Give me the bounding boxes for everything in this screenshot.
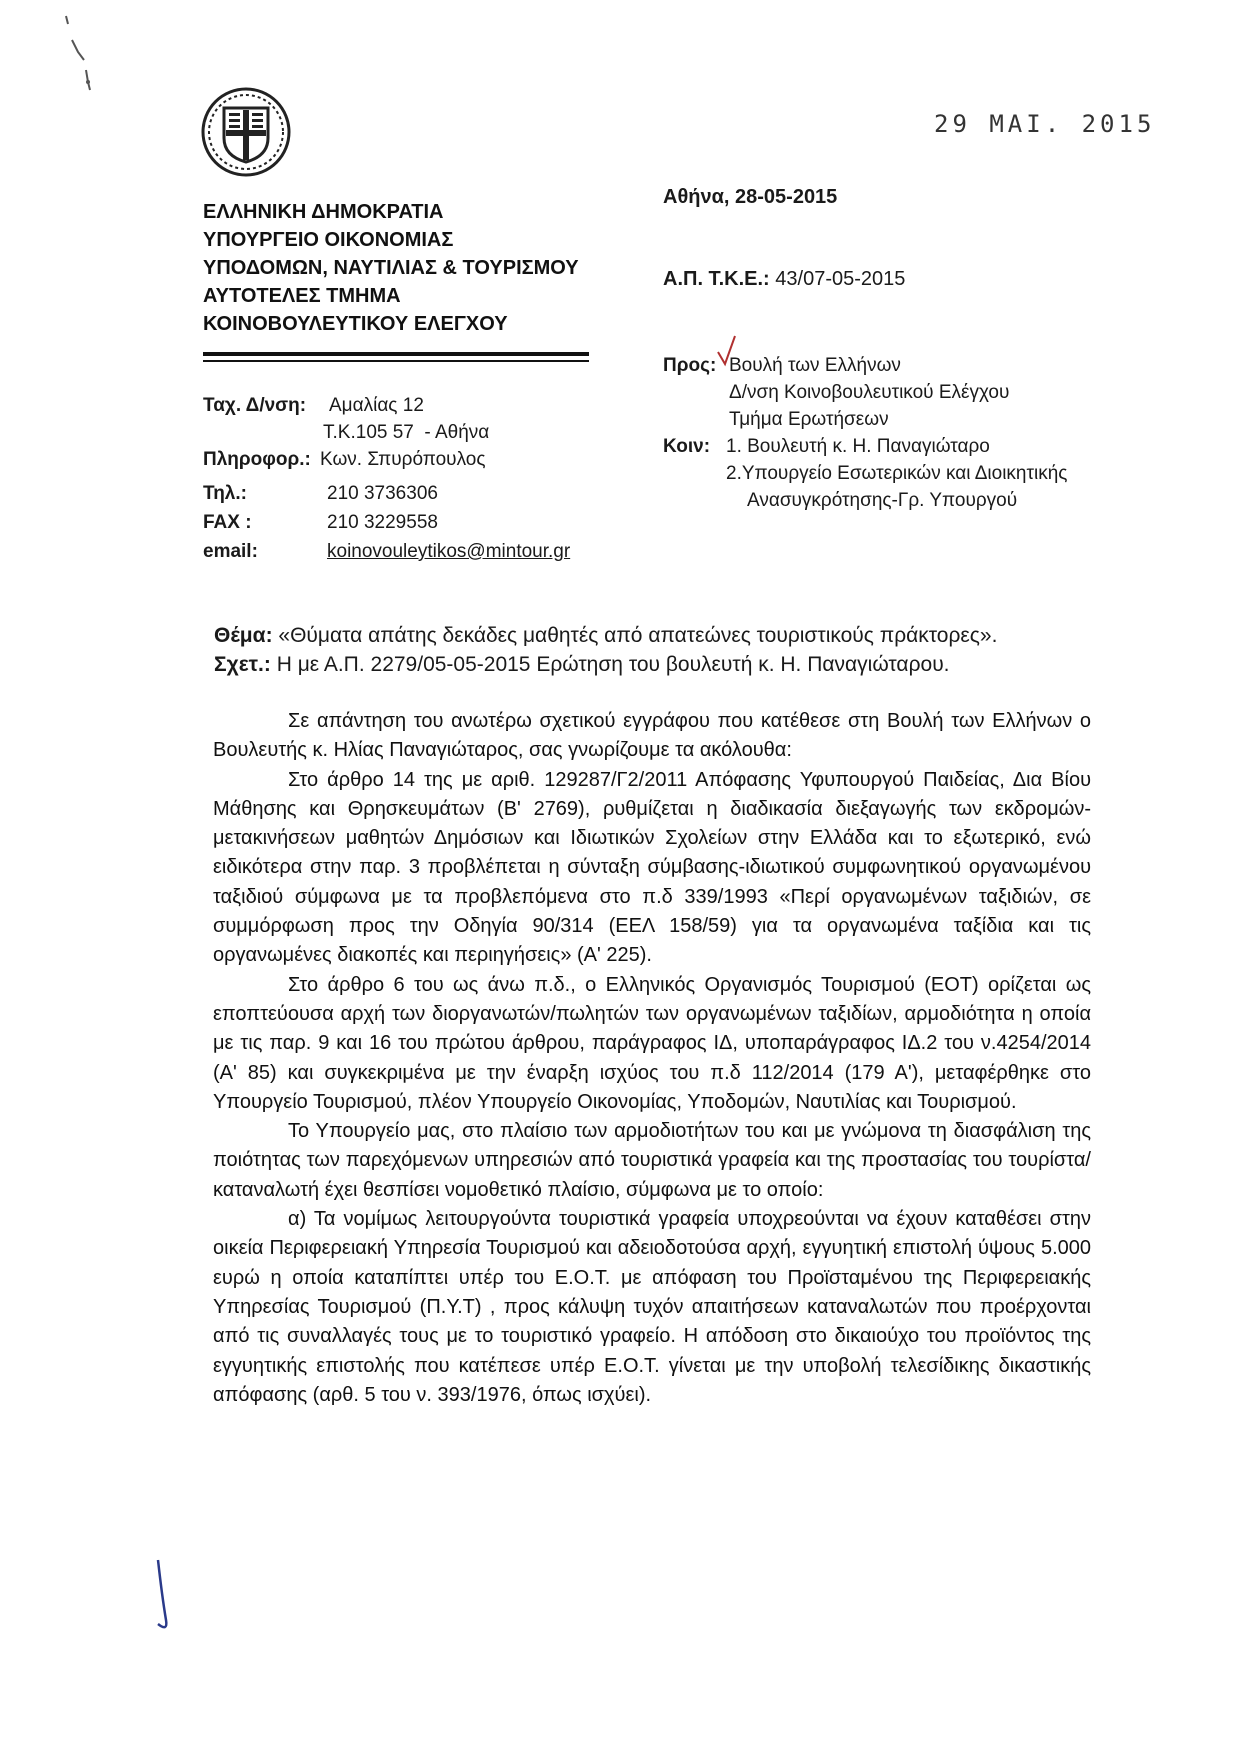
info-label: Πληροφορ.: bbox=[203, 449, 311, 470]
body-paragraph-4: Το Υπουργείο μας, στο πλαίσιο των αρμοδιοτήτων του και με γνώμονα τη διασφάλιση της ποιότητας των παρεχόμενων υπηρεσιών από τουριστικά γραφεία και της προστασίας του τουρίστα/καταναλωτή έχει θεσπίσει νομοθετικό πλαίσιο, σύμφωνα με το οποίο: bbox=[213, 1120, 1091, 1201]
received-date-stamp: 29 ΜΑΙ. 2015 bbox=[934, 110, 1156, 138]
issuer-line-3: ΥΠΟΔΟΜΩΝ, ΝΑΥΤΙΛΙΑΣ & ΤΟΥΡΙΣΜΟΥ bbox=[203, 257, 579, 279]
protocol-label: Α.Π. Τ.Κ.Ε.: bbox=[663, 268, 770, 290]
handwritten-margin-mark bbox=[148, 1556, 188, 1636]
scan-mark bbox=[58, 12, 108, 92]
email-link[interactable]: koinovouleytikos@mintour.gr bbox=[327, 541, 571, 562]
header-rule-thin bbox=[203, 360, 589, 362]
phone-value: 210 3736306 bbox=[327, 483, 438, 504]
address-label: Ταχ. Δ/νση: bbox=[203, 395, 307, 416]
info-value: Κων. Σπυρόπουλος bbox=[320, 449, 486, 470]
issuer-line-4: ΑΥΤΟΤΕΛΕΣ ΤΜΗΜΑ bbox=[203, 285, 401, 307]
letter-body bbox=[213, 707, 1091, 1410]
reference-label: Σχετ.: bbox=[214, 653, 271, 676]
cc-line-1: 1. Βουλευτή κ. Η. Παναγιώταρο bbox=[726, 436, 990, 457]
to-line-1: Βουλή των Ελλήνων bbox=[729, 355, 901, 376]
body-paragraph-3: Στο άρθρο 6 του ως άνω π.δ., ο Ελληνικός Οργανισμός Τουρισμού (ΕΟΤ) ορίζεται ως εποπτεύουσα αρχή των διοργανωτών/πωλητών των οργανωμένων ταξιδίων, αρμοδιότητα η οποία με τις παρ. 9 και 16 του πρώτου άρθρου, παράγραφος ΙΔ, υποπαράγραφος ΙΔ.2 του ν.4254/2014 (Α' 85) και συγκεκριμένα με την έναρξη ισχύος του π.δ 112/2014 (179 Α'), μεταφέρθηκε στο Υπουργείο Τουρισμού, πλέον Υπουργείο Οικονομίας, Υποδομών, Ναυτιλίας και Τουρισμού. bbox=[213, 973, 1091, 1113]
cc-label: Κοιν: bbox=[663, 436, 711, 457]
fax-value: 210 3229558 bbox=[327, 512, 438, 533]
body-paragraph-5: α) Τα νομίμως λειτουργούντα τουριστικά γραφεία υποχρεούνται να έχουν καταθέσει στην οικεία Περιφερειακή Υπηρεσία Τουρισμού και αδειοδοτούσα αρχή, εγγυητική επιστολή ύψους 5.000 ευρώ η οποία καταπίπτει υπέρ του Ε.Ο.Τ. με απόφαση του Προϊσταμένου της Περιφερειακής Υπηρεσίας Τουρισμού (Π.Υ.Τ) , προς κάλυψη τυχόν απαιτήσεων καταναλωτών που προέρχονται από τις συναλλαγές τους με το τουριστικό γραφείο. Η απόδοση στο δικαιούχο του προϊόντος της εγγυητικής επιστολής που κατέπεσε υπέρ Ε.Ο.Τ. γίνεται με την υποβολή τελεσίδικης δικαστικής απόφασης (αρθ. 5 του ν. 393/1976, όπως ισχύει). bbox=[213, 1208, 1091, 1406]
to-label: Προς: bbox=[663, 355, 717, 376]
subject-line bbox=[214, 624, 1174, 648]
fax-label: FAX : bbox=[203, 512, 252, 533]
address-line-1: Αμαλίας 12 bbox=[329, 395, 424, 416]
recipients-block bbox=[663, 348, 1223, 528]
header-rule-thick bbox=[203, 352, 589, 356]
greek-coat-of-arms-emblem bbox=[200, 86, 292, 178]
cc-line-2: 2.Υπουργείο Εσωτερικών και Διοικητικής bbox=[726, 463, 1068, 484]
body-paragraph-1: Σε απάντηση του ανωτέρω σχετικού εγγράφου που κατέθεσε στη Βουλή των Ελλήνων ο Βουλευτής κ. Ηλίας Παναγιώταρος, σας γνωρίζουμε τα ακόλουθα: bbox=[213, 710, 1091, 762]
phone-label: Τηλ.: bbox=[203, 483, 247, 504]
issuer-line-2: ΥΠΟΥΡΓΕΙΟ ΟΙΚΟΝΟΜΙΑΣ bbox=[203, 229, 454, 251]
subject-label: Θέμα: bbox=[214, 624, 273, 647]
issuer-line-5: ΚΟΙΝΟΒΟΥΛΕΥΤΙΚΟΥ ΕΛΕΓΧΟΥ bbox=[203, 313, 508, 335]
issuer-block bbox=[203, 198, 623, 338]
to-line-2: Δ/νση Κοινοβουλευτικού Ελέγχου bbox=[729, 382, 1010, 403]
reference-line bbox=[214, 653, 1174, 677]
to-line-3: Τμήμα Ερωτήσεων bbox=[729, 409, 889, 430]
subject-text: «Θύματα απάτης δεκάδες μαθητές από απατεώνες τουριστικούς πράκτορες». bbox=[278, 624, 998, 647]
protocol-value: 43/07-05-2015 bbox=[775, 268, 906, 290]
issuer-line-1: ΕΛΛΗΝΙΚΗ ΔΗΜΟΚΡΑΤΙΑ bbox=[203, 201, 444, 223]
address-line-2: Τ.Κ.105 57 - Αθήνα bbox=[323, 422, 490, 443]
email-label: email: bbox=[203, 541, 258, 562]
body-paragraph-2: Στο άρθρο 14 της με αριθ. 129287/Γ2/2011 Απόφασης Υφυπουργού Παιδείας, Δια Βίου Μάθησης και Θρησκευμάτων (Β' 2769), ρυθμίζεται η διαδικασία διεξαγωγής των εκδρομών-μετακινήσεων μαθητών Δημόσιων και Ιδιωτικών Σχολείων στην Ελλάδα και το εξωτερικό, ενώ ειδικότερα στην παρ. 3 προβλέπεται η σύνταξη σύμβασης-ιδιωτικού συμφωνητικού οργανωμένου ταξιδιού σύμφωνα με τα προβλεπόμενα στο π.δ 339/1993 «Περί οργανωμένων ταξιδιών, σε συμμόρφωση προς την Οδηγία 90/314 (ΕΕΛ 158/59) για τα οργανωμένα ταξίδια και τις οργανωμένες διακοπές και περιηγήσεις» (Α' 225). bbox=[213, 768, 1091, 967]
date-line: Αθήνα, 28-05-2015 bbox=[663, 186, 838, 208]
reference-text: Η με Α.Π. 2279/05-05-2015 Ερώτηση του βουλευτή κ. Η. Παναγιώταρου. bbox=[276, 653, 950, 676]
cc-line-3: Ανασυγκρότησης-Γρ. Υπουργού bbox=[747, 490, 1018, 511]
protocol-line bbox=[663, 268, 905, 291]
